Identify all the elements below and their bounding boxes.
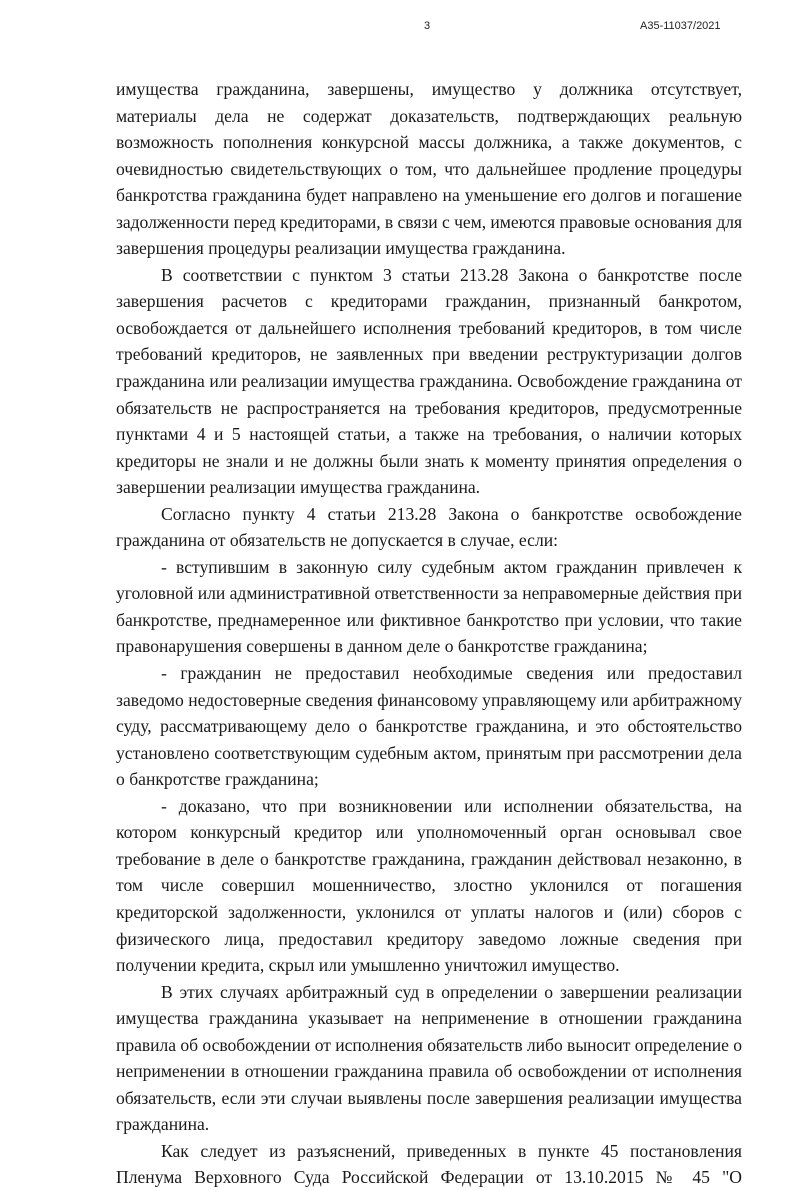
text-line: В соответствии с пунктом 3 статьи 213.28 Закона о банкротстве после [161, 264, 742, 285]
text-line: освобождается от дальнейшего исполнения требований кредиторов, в том числе [116, 317, 742, 338]
text-line: очевидностью свидетельствующих о том, что дальнейшее продление процедуры [116, 158, 742, 179]
text-line: материалы дела не содержат доказательств, подтверждающих реальную [116, 105, 742, 126]
text-line: кредиторской задолженности, уклонился от уплаты налогов и (или) сборов с [116, 901, 742, 922]
text-line: - гражданин не предоставил необходимые сведения или предоставил [161, 663, 742, 684]
text-line: задолженности перед кредиторами, в связи с чем, имеются правовые основания для [116, 211, 742, 232]
text-line: получении кредита, скрыл или умышленно уничтожил имущество. [116, 955, 620, 976]
text-line: имущества гражданина, завершены, имущество у должника отсутствует, [116, 79, 742, 99]
text-line: В этих случаях арбитражный суд в определении о завершении реализации [161, 981, 742, 1002]
text-line: том числе совершил мошенничество, злостно уклонился от погашения [116, 875, 742, 896]
text-line: правонарушения совершены в данном деле о банкротстве гражданина; [116, 636, 648, 657]
text-line: гражданина. [116, 1114, 210, 1135]
text-line: - доказано, что при возникновении или исполнении обязательства, на [161, 795, 742, 816]
text-line: гражданина или реализации имущества гражданина. Освобождение гражданина от [116, 371, 742, 392]
text-line: заведомо недостоверные сведения финансовому управляющему или арбитражному [116, 689, 742, 710]
text-line: котором конкурсный кредитор или уполномоченный орган основывал свое [116, 822, 742, 843]
text-line: пунктами 4 и 5 настоящей статьи, а также на требования, о наличии которых [116, 424, 742, 445]
text-line: завершения расчетов с кредиторами гражданин, признанный банкротом, [116, 291, 742, 312]
text-line: завершения процедуры реализации имущества гражданина. [116, 238, 566, 259]
text-line: имущества гражданина указывает на неприменение в отношении гражданина [116, 1008, 742, 1029]
page-number: 3 [424, 20, 431, 32]
text-line: Согласно пункту 4 статьи 213.28 Закона о банкротстве освобождение [161, 503, 742, 524]
text-line: обязательств не распространяется на требования кредиторов, предусмотренные [116, 397, 742, 418]
text-line: требование в деле о банкротстве гражданина, гражданин действовал незаконно, в [116, 848, 742, 869]
text-line: - вступившим в законную силу судебным актом гражданин привлечен к [161, 556, 742, 577]
text-line: Как следует из разъяснений, приведенных в пункте 45 постановления [161, 1140, 742, 1161]
text-line: физического лица, предоставил кредитору заведомо ложные сведения при [116, 928, 742, 949]
text-line: банкротства гражданина будет направлено на уменьшение его долгов и погашение [116, 185, 742, 206]
text-line: требований кредиторов, не заявленных при введении реструктуризации долгов [116, 344, 742, 365]
case-number: А35-11037/2021 [640, 20, 721, 32]
text-line: гражданина от обязательств не допускается в случае, если: [116, 530, 559, 551]
text-line: завершении реализации имущества гражданина. [116, 477, 481, 498]
text-line: кредиторы не знали и не должны были знать к моменту принятия определения о [116, 450, 742, 471]
document-body [116, 76, 742, 1191]
text-line: суду, рассматривающему дело о банкротстве гражданина, и это обстоятельство [116, 716, 742, 737]
text-line: обязательств, если эти случаи выявлены после завершения реализации имущества [116, 1087, 742, 1108]
text-line: Пленума Верховного Суда Российской Федерации от 13.10.2015 № 45 "О [116, 1167, 742, 1188]
text-line: неприменении в отношении гражданина правила об освобождении от исполнения [116, 1061, 742, 1082]
text-line: уголовной или административной ответственности за неправомерные действия при [116, 583, 742, 604]
text-line: возможность пополнения конкурсной массы должника, а также документов, с [116, 132, 742, 153]
text-line: банкротстве, преднамеренное или фиктивное банкротство при условии, что такие [116, 609, 742, 630]
text-line: установлено соответствующим судебным актом, принятым при рассмотрении дела [116, 742, 742, 763]
text-line: о банкротстве гражданина; [116, 769, 319, 790]
text-line: правила об освобождении от исполнения обязательств либо выносит определение о [116, 1034, 742, 1055]
